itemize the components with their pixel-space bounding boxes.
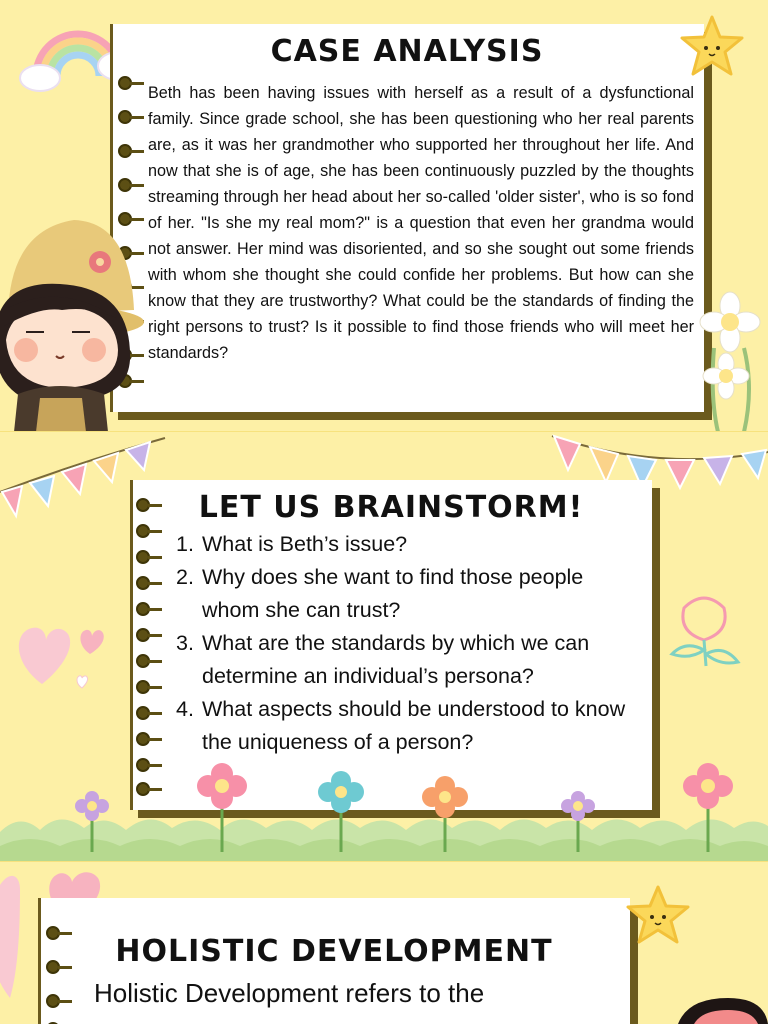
star-face-icon [678,14,746,80]
slide-holistic-development [0,862,768,1024]
flower-icon [74,788,110,852]
holistic-card [38,898,630,1024]
item-number: 3. [176,631,194,655]
spiral-ring [136,680,150,694]
case-analysis-card [110,24,704,412]
slide-brainstorm [0,432,768,862]
spiral-ring [118,178,132,192]
list-item [176,693,640,759]
spiral-ring [136,576,150,590]
list-item [176,627,640,693]
item-number: 1. [176,532,194,556]
question-list [176,528,640,759]
avatar [668,994,768,1024]
item-text: What is Beth’s issue? [202,532,408,556]
spiral-ring [136,602,150,616]
spiral-ring [136,758,150,772]
page-title: LET US BRAINSTORM! [198,490,584,525]
item-text: What aspects should be understood to know the uniqueness of a person? [202,697,626,754]
brainstorm-card [130,480,652,810]
spiral-ring [136,706,150,720]
item-text: What are the standards by which we can determine an individual’s persona? [202,631,590,688]
tulip-icon [664,588,744,678]
page-title: HOLISTIC DEVELOPMENT [115,934,553,969]
flower-icon [560,788,596,852]
flower-icon [682,762,734,852]
spiral-ring [136,732,150,746]
list-item [176,561,640,627]
flower-icon [316,770,366,852]
spiral-ring [136,628,150,642]
spiral-ring [136,524,150,538]
item-number: 4. [176,697,194,721]
item-text: Why does she want to find those people whom she can trust? [202,565,584,622]
case-body-text: Beth has been having issues with herself as a result of a dysfunctional family. Since grade school, she has been questioning who her real parents are, as it was her grandmother who supported her throughout her life. And now that she is of age, she has been continuously puzzled by the thoughts streaming through her head about her so-called 'older sister', who is so fond of her. "Is she my real mom?" is a question that even her grandma would not answer. Her mind was disoriented, and so she sought out some friends with whom she thought she could confide her problems. But how can she know that they are trustworthy? What could be the standards of finding the right persons to trust? Is it possible to find those friends who will meet her standards? [148,84,694,362]
bush-icon [0,802,768,862]
spiral-ring [136,550,150,564]
star-face-icon [624,884,692,948]
flower-icon [420,776,470,852]
spiral-ring [136,654,150,668]
flower-icon [196,762,248,852]
spiral-ring [118,144,132,158]
item-number: 2. [176,565,194,589]
holistic-body-text: Holistic Development refers to the [94,978,485,1008]
daisy-flowers-icon [684,288,768,432]
list-item [176,528,640,561]
slide-case-analysis [0,0,768,432]
spiral-ring [118,76,132,90]
spiral-ring [136,782,150,796]
girl-illustration [0,210,146,432]
heart-icon [12,618,108,698]
spiral-ring [118,110,132,124]
spiral-ring [46,994,60,1008]
page-title: CASE ANALYSIS [270,34,544,69]
